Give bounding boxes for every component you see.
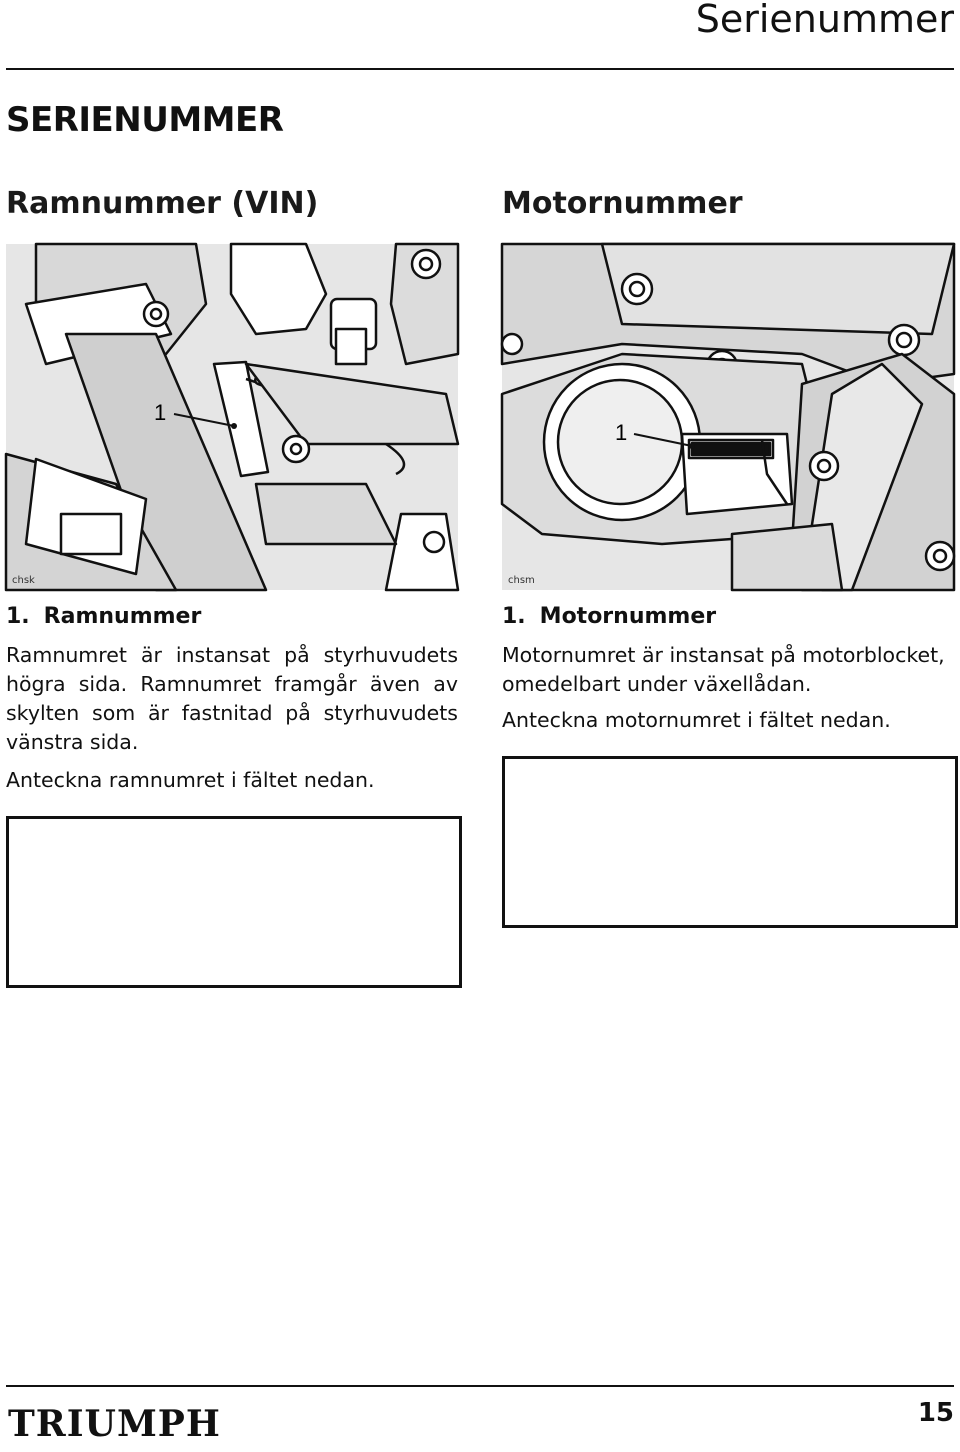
engine-caption-heading: [502, 604, 716, 629]
frame-caption-number: 1.: [6, 604, 30, 629]
engine-caption-label: Motornummer: [539, 604, 717, 629]
engine-caption-number: 1.: [502, 604, 526, 629]
engine-instruction: Anteckna motornumret i fältet nedan.: [502, 708, 891, 732]
engine-number-title: Motornummer: [502, 186, 743, 221]
frame-number-title: Ramnummer (VIN): [6, 186, 319, 221]
frame-figure-code: chsk: [12, 575, 35, 586]
triumph-logo: [6, 1398, 221, 1448]
engine-description: Motornumret är instansat på motorblocket, omedelbart under växellådan.: [502, 643, 945, 696]
running-header-title: Serienummer: [695, 0, 954, 41]
engine-number-entry-box[interactable]: [502, 756, 958, 928]
frame-instruction: Anteckna ramnumret i fältet nedan.: [6, 768, 375, 792]
page-number: 15: [917, 1398, 954, 1428]
header-rule: [6, 68, 954, 70]
frame-description: Ramnumret är instansat på styrhuvudets högra sida. Ramnumret framgår även av skylten som är fastnitad på styrhuvudets vänstra sida.: [6, 643, 458, 754]
frame-number-entry-box[interactable]: [6, 816, 462, 988]
frame-callout-number: 1: [154, 400, 167, 425]
footer-rule: [6, 1385, 954, 1387]
engine-figure-code: chsm: [508, 575, 535, 586]
engine-number-illustration: [502, 244, 954, 590]
frame-caption-label: Ramnummer: [43, 604, 202, 629]
frame-number-illustration: [6, 244, 458, 590]
frame-caption-heading: [6, 604, 201, 629]
page-heading: SERIENUMMER: [6, 100, 284, 140]
svg-text:TRIUMPH: TRIUMPH: [8, 1403, 221, 1445]
engine-callout-number: 1: [615, 420, 628, 445]
